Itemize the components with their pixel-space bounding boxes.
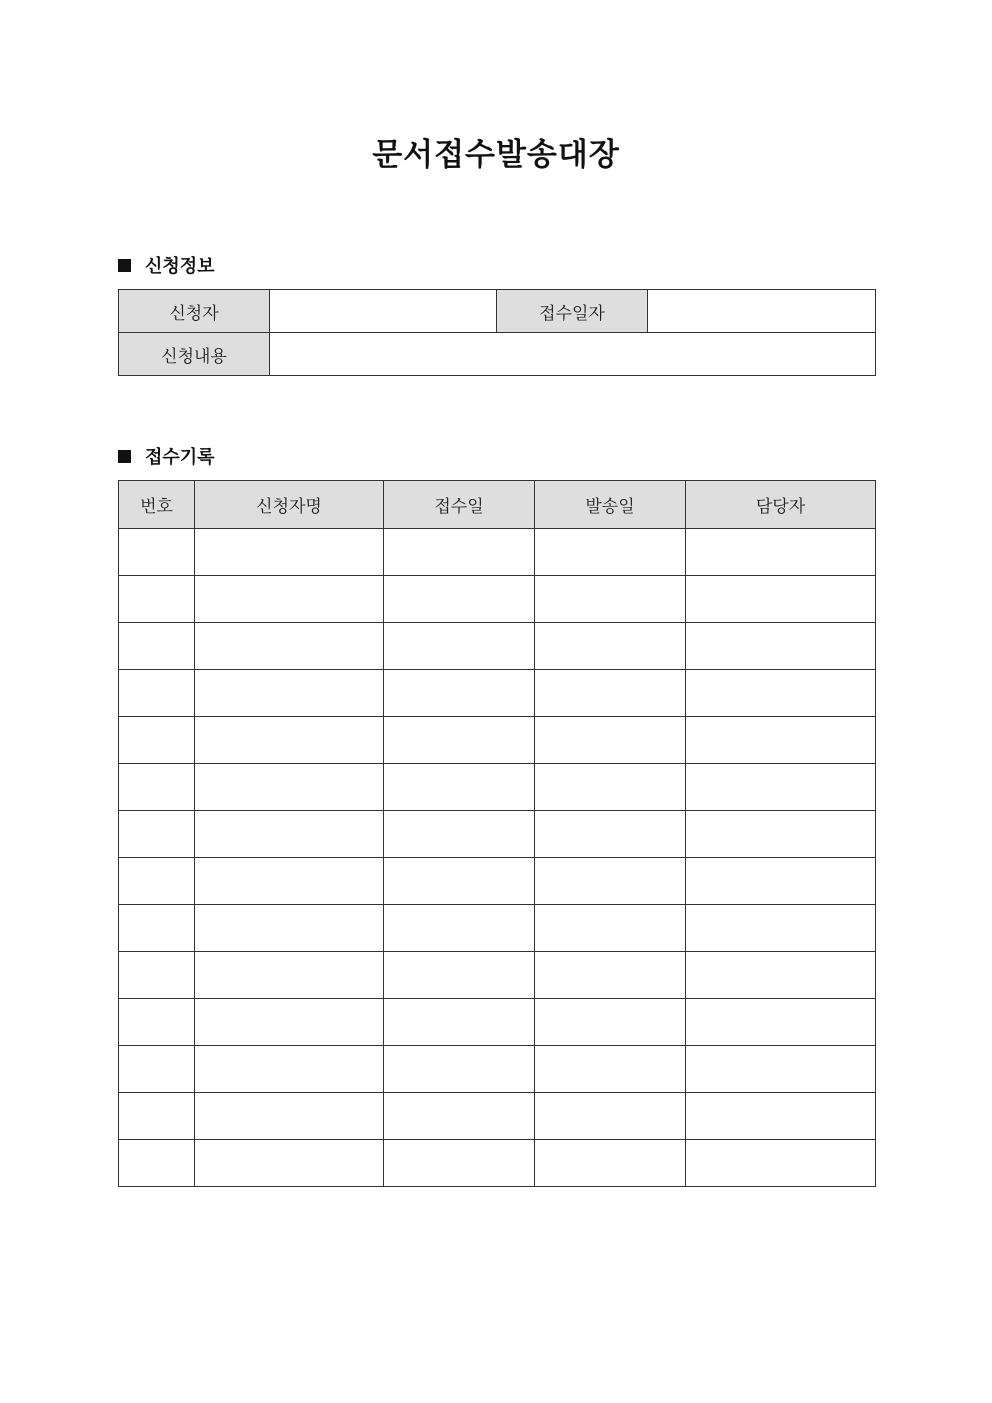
cell-number[interactable] [119,623,195,670]
cell-applicant-name[interactable] [195,529,384,576]
cell-applicant-name[interactable] [195,670,384,717]
cell-applicant-name[interactable] [195,811,384,858]
column-header-person-in-charge: 담당자 [686,481,876,529]
cell-applicant-name[interactable] [195,1093,384,1140]
square-bullet-icon [118,450,131,463]
table-row [119,905,876,952]
column-header-receipt-date: 접수일 [384,481,535,529]
cell-dispatch-date[interactable] [535,717,686,764]
cell-dispatch-date[interactable] [535,764,686,811]
table-row [119,764,876,811]
receipt-records-table [118,480,876,1187]
receipt-records-heading [118,444,215,468]
table-row [119,1140,876,1187]
receipt-date-field[interactable] [648,290,876,333]
cell-receipt-date[interactable] [384,1046,535,1093]
cell-dispatch-date[interactable] [535,811,686,858]
column-header-dispatch-date: 발송일 [535,481,686,529]
cell-dispatch-date[interactable] [535,952,686,999]
cell-person-in-charge[interactable] [686,529,876,576]
cell-applicant-name[interactable] [195,858,384,905]
cell-number[interactable] [119,1140,195,1187]
cell-applicant-name[interactable] [195,576,384,623]
cell-dispatch-date[interactable] [535,529,686,576]
cell-receipt-date[interactable] [384,811,535,858]
receipt-date-label: 접수일자 [497,290,648,333]
cell-receipt-date[interactable] [384,529,535,576]
cell-person-in-charge[interactable] [686,811,876,858]
table-row [119,1046,876,1093]
cell-number[interactable] [119,858,195,905]
cell-dispatch-date[interactable] [535,623,686,670]
cell-number[interactable] [119,764,195,811]
cell-dispatch-date[interactable] [535,1093,686,1140]
cell-receipt-date[interactable] [384,1093,535,1140]
table-row [119,623,876,670]
cell-dispatch-date[interactable] [535,999,686,1046]
column-header-applicant-name: 신청자명 [195,481,384,529]
table-row [119,670,876,717]
records-body [119,529,876,1187]
cell-dispatch-date[interactable] [535,858,686,905]
cell-receipt-date[interactable] [384,576,535,623]
application-info-heading [118,253,215,277]
content-label: 신청내용 [119,333,270,376]
cell-person-in-charge[interactable] [686,858,876,905]
cell-number[interactable] [119,905,195,952]
cell-dispatch-date[interactable] [535,670,686,717]
cell-receipt-date[interactable] [384,905,535,952]
document-title: 문서접수발송대장 [372,137,620,173]
content-row [119,333,876,376]
table-row [119,858,876,905]
cell-dispatch-date[interactable] [535,576,686,623]
applicant-row [119,290,876,333]
cell-person-in-charge[interactable] [686,1046,876,1093]
table-row [119,952,876,999]
cell-number[interactable] [119,1093,195,1140]
cell-receipt-date[interactable] [384,999,535,1046]
table-row [119,811,876,858]
content-field[interactable] [270,333,876,376]
application-info-table [118,289,876,376]
cell-person-in-charge[interactable] [686,623,876,670]
cell-receipt-date[interactable] [384,952,535,999]
applicant-field[interactable] [270,290,497,333]
cell-receipt-date[interactable] [384,717,535,764]
table-row [119,717,876,764]
cell-person-in-charge[interactable] [686,999,876,1046]
square-bullet-icon [118,259,131,272]
cell-person-in-charge[interactable] [686,952,876,999]
receipt-records-heading-label: 접수기록 [145,447,215,468]
cell-number[interactable] [119,952,195,999]
cell-number[interactable] [119,811,195,858]
column-header-number: 번호 [119,481,195,529]
cell-person-in-charge[interactable] [686,1140,876,1187]
cell-person-in-charge[interactable] [686,1093,876,1140]
table-row [119,576,876,623]
cell-applicant-name[interactable] [195,717,384,764]
cell-dispatch-date[interactable] [535,1140,686,1187]
cell-applicant-name[interactable] [195,1140,384,1187]
cell-applicant-name[interactable] [195,1046,384,1093]
cell-person-in-charge[interactable] [686,670,876,717]
cell-applicant-name[interactable] [195,905,384,952]
cell-number[interactable] [119,529,195,576]
table-row [119,1093,876,1140]
cell-applicant-name[interactable] [195,623,384,670]
cell-person-in-charge[interactable] [686,576,876,623]
cell-applicant-name[interactable] [195,764,384,811]
cell-person-in-charge[interactable] [686,764,876,811]
cell-person-in-charge[interactable] [686,717,876,764]
cell-receipt-date[interactable] [384,623,535,670]
cell-person-in-charge[interactable] [686,905,876,952]
cell-number[interactable] [119,576,195,623]
cell-number[interactable] [119,1046,195,1093]
table-row [119,529,876,576]
cell-number[interactable] [119,670,195,717]
records-header-row [119,481,876,529]
cell-applicant-name[interactable] [195,952,384,999]
cell-number[interactable] [119,717,195,764]
cell-dispatch-date[interactable] [535,1046,686,1093]
application-info-heading-label: 신청정보 [145,256,215,277]
table-row [119,999,876,1046]
applicant-label: 신청자 [119,290,270,333]
cell-receipt-date[interactable] [384,670,535,717]
cell-receipt-date[interactable] [384,858,535,905]
cell-dispatch-date[interactable] [535,905,686,952]
cell-number[interactable] [119,999,195,1046]
cell-receipt-date[interactable] [384,764,535,811]
cell-applicant-name[interactable] [195,999,384,1046]
cell-receipt-date[interactable] [384,1140,535,1187]
